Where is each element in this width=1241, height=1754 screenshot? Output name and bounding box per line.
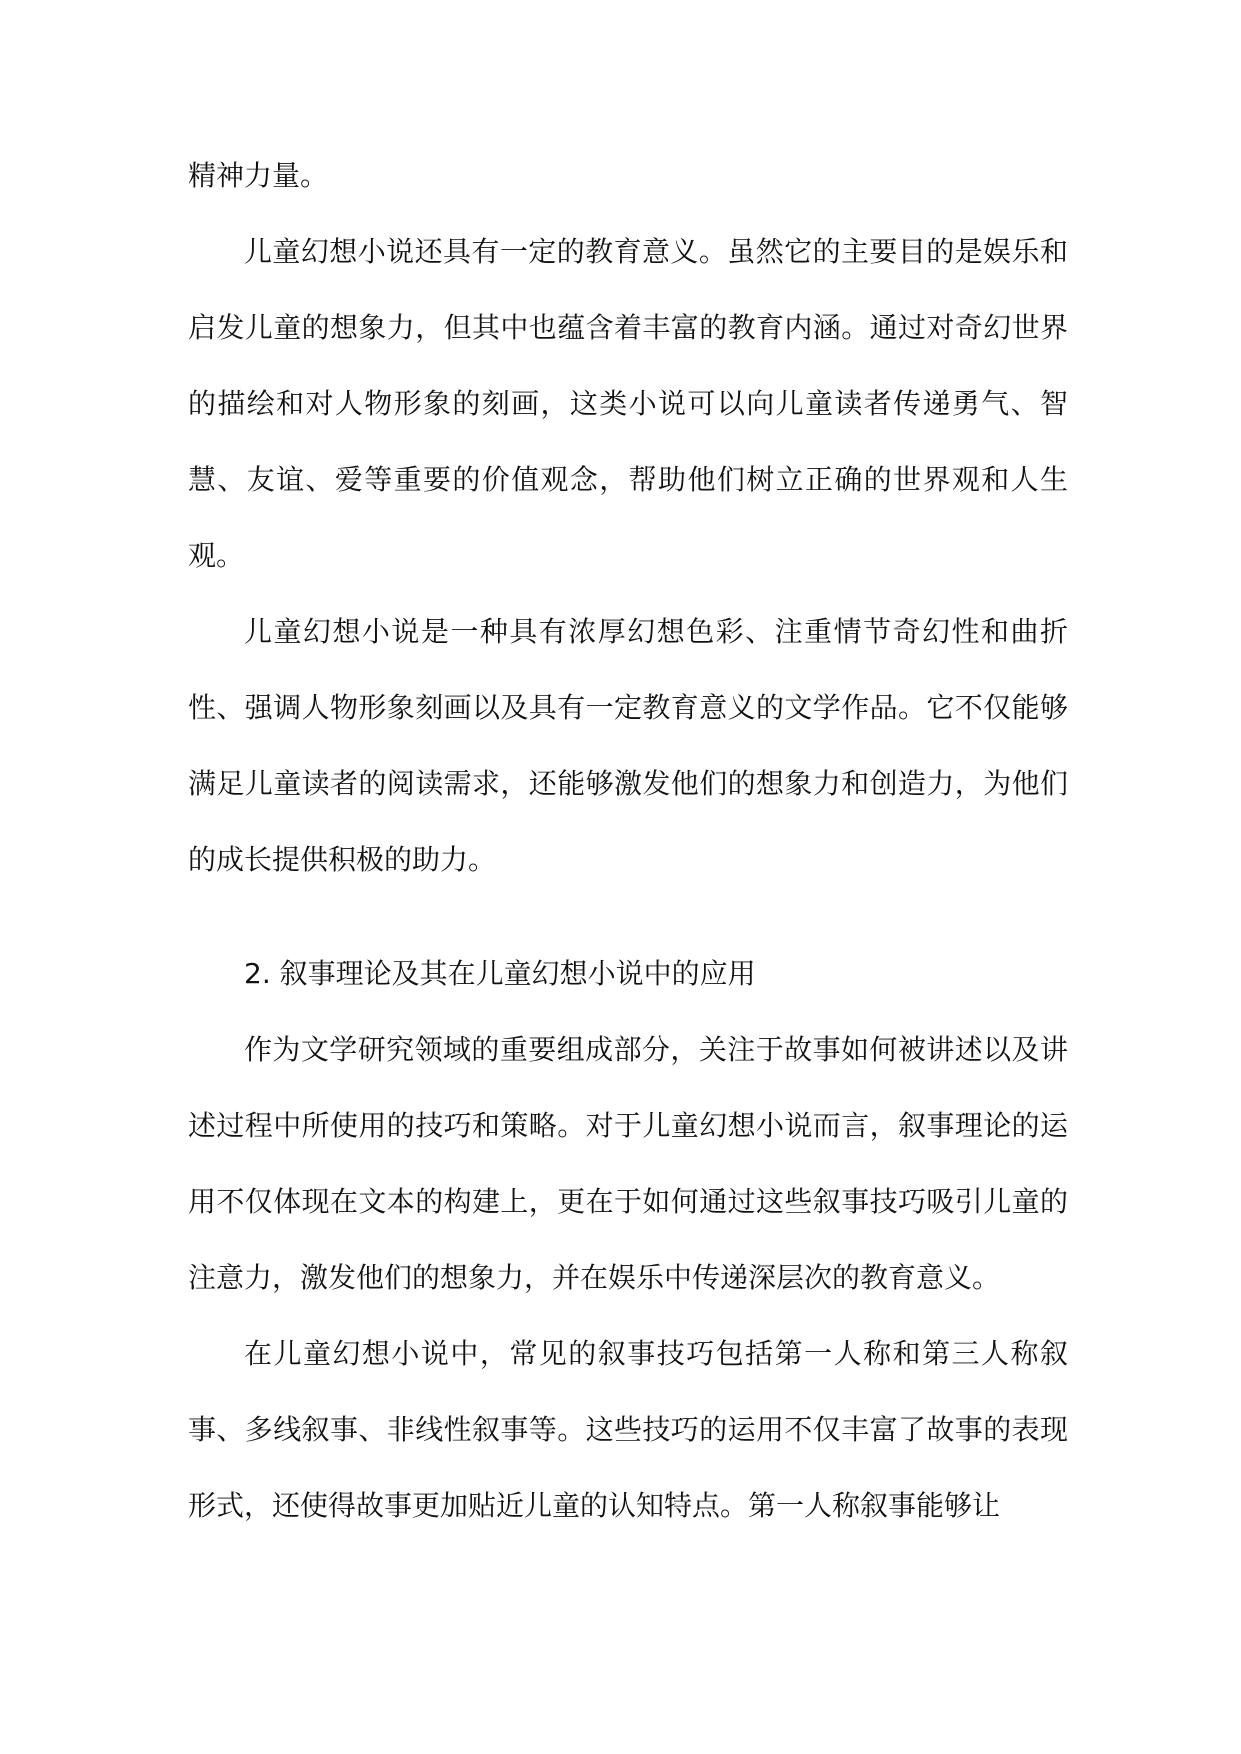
paragraph-narrative-theory: 作为文学研究领域的重要组成部分，关注于故事如何被讲述以及讲述过程中所使用的技巧和策略。对于儿童幻想小说而言，叙事理论的运用不仅体现在文本的构建上，更在于如何通过这些叙事技巧吸引儿童的注意力，激发他们的想象力，并在娱乐中传递深层次的教育意义。 [188, 1033, 1068, 1294]
paragraph-educational-meaning: 儿童幻想小说还具有一定的教育意义。虽然它的主要目的是娱乐和启发儿童的想象力，但其中也蕴含着丰富的教育内涵。通过对奇幻世界的描绘和对人物形象的刻画，这类小说可以向儿童读者传递勇气、智慧、友谊、爱等重要的价值观念，帮助他们树立正确的世界观和人生观。 [188, 235, 1068, 572]
section-heading: 2. 叙事理论及其在儿童幻想小说中的应用 [244, 957, 756, 990]
paragraph-narrative-techniques: 在儿童幻想小说中，常见的叙事技巧包括第一人称和第三人称叙事、多线叙事、非线性叙事等。这些技巧的运用不仅丰富了故事的表现形式，还使得故事更加贴近儿童的认知特点。第一人称叙事能够让 [188, 1337, 1068, 1522]
paragraph-continuation: 精神力量。 [188, 159, 329, 192]
document-body [188, 138, 1068, 1544]
paragraph-summary: 儿童幻想小说是一种具有浓厚幻想色彩、注重情节奇幻性和曲折性、强调人物形象刻画以及具有一定教育意义的文学作品。它不仅能够满足儿童读者的阅读需求，还能够激发他们的想象力和创造力，为他们的成长提供积极的助力。 [188, 615, 1068, 876]
